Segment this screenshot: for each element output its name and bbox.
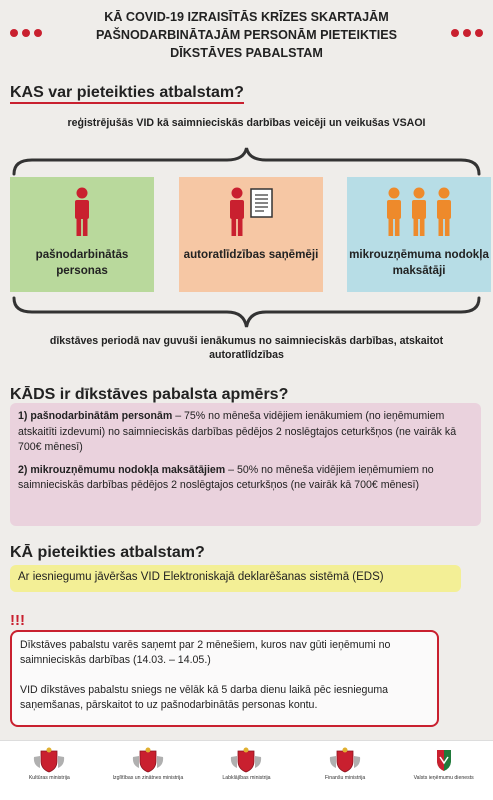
coat-of-arms-icon [130, 747, 166, 773]
card-royalty-recipients [179, 177, 323, 292]
brace-bottom-text: dīkstāves periodā nav guvuši ienākumus no saimnieciskās darbības, atskaitot autoratlīdzības [49, 335, 444, 361]
dot-icon [463, 29, 471, 37]
benefit-item-self-employed [18, 409, 473, 456]
brace-top-text: reģistrējušās VID kā saimnieciskās darbības veicēji un veikušas VSAOI [67, 117, 426, 129]
dot-icon [34, 29, 42, 37]
ministry-finance [304, 747, 386, 781]
group-of-people-icon [347, 187, 491, 239]
page-title: KĀ COVID-19 IZRAISĪTĀS KRĪZES SKARTAJĀM PAŠNODARBINĀTAJĀM PERSONĀM PIETEIKTIES DĪKSTĀVES PABALSTAM [95, 10, 398, 60]
person-icon [10, 187, 154, 239]
benefit-amount-panel [10, 403, 481, 526]
ministry-welfare [205, 747, 287, 781]
card-microenterprise-taxpayers [347, 177, 491, 292]
person-with-document-icon [179, 187, 323, 239]
dot-icon [10, 29, 18, 37]
footer-ministries [0, 740, 493, 800]
curly-brace-top-icon [12, 146, 481, 176]
coat-of-arms-icon [31, 747, 67, 773]
ministry-culture [8, 747, 90, 781]
card-self-employed-label: pašnodarbinātās personas [35, 248, 129, 277]
decorative-dots-left [10, 29, 42, 37]
ministry-culture-name: Kultūras ministrija [28, 775, 70, 781]
card-microenterprise-taxpayers-label: mikrouzņēmuma nodokļa maksātāji [349, 248, 489, 277]
state-revenue-service [403, 747, 485, 781]
attention-title: !!! [10, 612, 25, 629]
ministry-education-name: Izglītības un zinātnes ministrija [112, 775, 184, 781]
dot-icon [451, 29, 459, 37]
benefit-item-microenterprise [18, 463, 473, 494]
section-amount-title: KĀDS ir dīkstāves pabalsta apmērs? [10, 386, 289, 403]
note-paragraph-duration: Dīkstāves pabalstu varēs saņemt par 2 mēnešiem, kuros nav gūti ieņēmumi no saimnieciskās darbības (14.03. – 14.05.) [20, 639, 391, 666]
decorative-dots-right [451, 29, 483, 37]
revenue-service-logo-icon [426, 747, 462, 773]
card-royalty-recipients-label: autoratlīdzības saņēmēji [183, 248, 319, 261]
section-how-title: KĀ pieteikties atbalstam? [10, 544, 205, 561]
note-paragraph-payment: VID dīkstāves pabalstu sniegs ne vēlāk kā 5 darba dienu laikā pēc iesnieguma saņemšanas, pārskaitot to uz pašnodarbinātās personas kontu. [20, 684, 389, 711]
dot-icon [22, 29, 30, 37]
section-who-title [10, 84, 244, 102]
important-note-panel [10, 630, 439, 727]
benefit-item-self-employed-text: – 75% no mēneša vidējiem ienākumiem (no ieņēmumiem atskaitīti izdevumi) no saimnieciskās darbības pēdējos 2 noslēgtajos ceturkšņos (ne vairāk kā 700€ mēnesī) [18, 410, 457, 453]
benefit-item-microenterprise-lead: 2) mikrouzņēmumu nodokļa maksātājiem [18, 463, 226, 476]
section-who-title-text: KAS var pieteikties atbalstam? [10, 84, 244, 104]
dot-icon [475, 29, 483, 37]
coat-of-arms-icon [228, 747, 264, 773]
state-revenue-service-name: Valsts ieņēmumu dienests [413, 775, 474, 781]
coat-of-arms-icon [327, 747, 363, 773]
benefit-item-self-employed-lead: 1) pašnodarbinātām personām [18, 410, 173, 422]
header [0, 0, 493, 70]
how-to-apply-panel: Ar iesniegumu jāvēršas VID Elektroniskajā deklarēšanas sistēmā (EDS) [10, 565, 461, 592]
ministry-welfare-name: Labklājības ministrija [222, 775, 271, 781]
benefit-item-microenterprise-text: – 50% no mēneša vidējiem ieņēmumiem no saimnieciskās darbības pēdējos 2 noslēgtajos ceturkšņos (ne vairāk kā 700€ mēnesī) [18, 463, 434, 491]
ministry-finance-name: Finanšu ministrija [324, 775, 366, 781]
ministry-education [107, 747, 189, 781]
card-self-employed [10, 177, 154, 292]
curly-brace-bottom-icon [12, 296, 481, 330]
